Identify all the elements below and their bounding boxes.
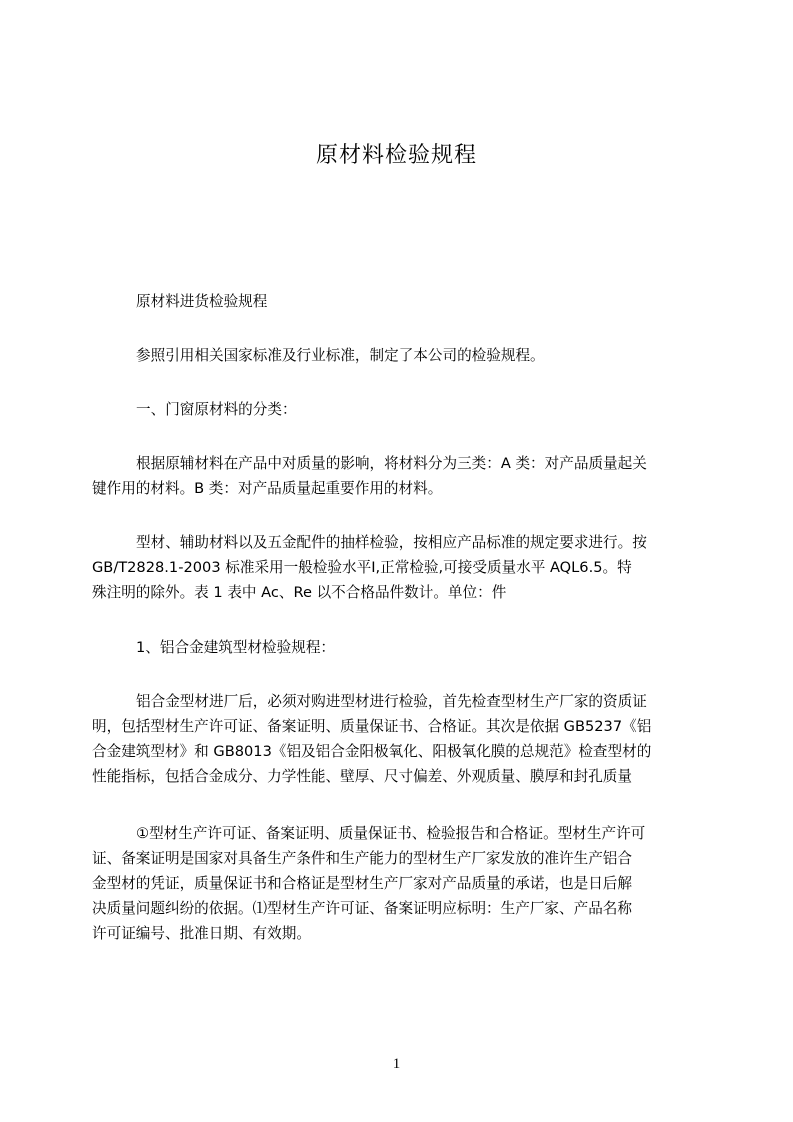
text-line: 型材、辅助材料以及五金配件的抽样检验，按相应产品标准的规定要求进行。按 [136,534,647,551]
text-line: 根据原辅材料在产品中对质量的影响，将材料分为三类：A 类：对产品质量起关 [136,455,647,472]
text-line: 一、门窗原材料的分类： [136,401,297,418]
text-line: GB/T2828.1-2003 标准采用一般检验水平Ⅰ,正常检验,可接受质量水平 AQL6.5。特 [92,559,632,576]
sampling-paragraph [92,530,698,605]
aluminum-paragraph [92,689,698,789]
text-line: 键作用的材料。B 类：对产品质量起重要作用的材料。 [92,480,443,497]
text-line: 证、备案证明是国家对具备生产条件和生产能力的型材生产厂家发放的准许生产铝合 [92,850,632,867]
aluminum-subheading [92,635,698,660]
text-line: 许可证编号、批准日期、有效期。 [92,925,311,942]
text-line: 金型材的凭证，质量保证书和合格证是型材生产厂家对产品质量的承诺，也是日后解 [92,875,632,892]
classification-heading [92,397,698,422]
text-line: 性能指标，包括合金成分、力学性能、壁厚、尺寸偏差、外观质量、膜厚和封孔质量 [92,768,632,785]
text-line: 明，包括型材生产许可证、备案证明、质量保证书、合格证。其次是依据 GB5237《铝 [92,718,652,735]
classification-paragraph [92,451,698,501]
text-line: 合金建筑型材》和 GB8013《铝及铝合金阳极氧化、阳极氧化膜的总规范》检查型材的 [92,743,652,760]
text-line: 参照引用相关国家标准及行业标准，制定了本公司的检验规程。 [136,347,545,364]
intro-paragraph [92,343,698,368]
text-line: 1、铝合金建筑型材检验规程： [136,639,336,656]
text-line: 殊注明的除外。表 1 表中 Ac、Re 以不合格品件数计。单位：件 [92,584,507,601]
text-line: 决质量问题纠纷的依据。⑴型材生产许可证、备案证明应标明：生产厂家、产品名称 [92,900,632,917]
license-paragraph [92,821,698,946]
text-line: ①型材生产许可证、备案证明、质量保证书、检验报告和合格证。型材生产许可 [136,825,646,842]
text-line: 铝合金型材进厂后，必须对购进型材进行检验，首先检查型材生产厂家的资质证 [136,693,647,710]
section-heading [92,289,698,314]
page-number: 1 [392,1056,401,1072]
text-line: 原材料进货检验规程 [136,293,268,310]
document-title: 原材料检验规程 [315,143,477,168]
